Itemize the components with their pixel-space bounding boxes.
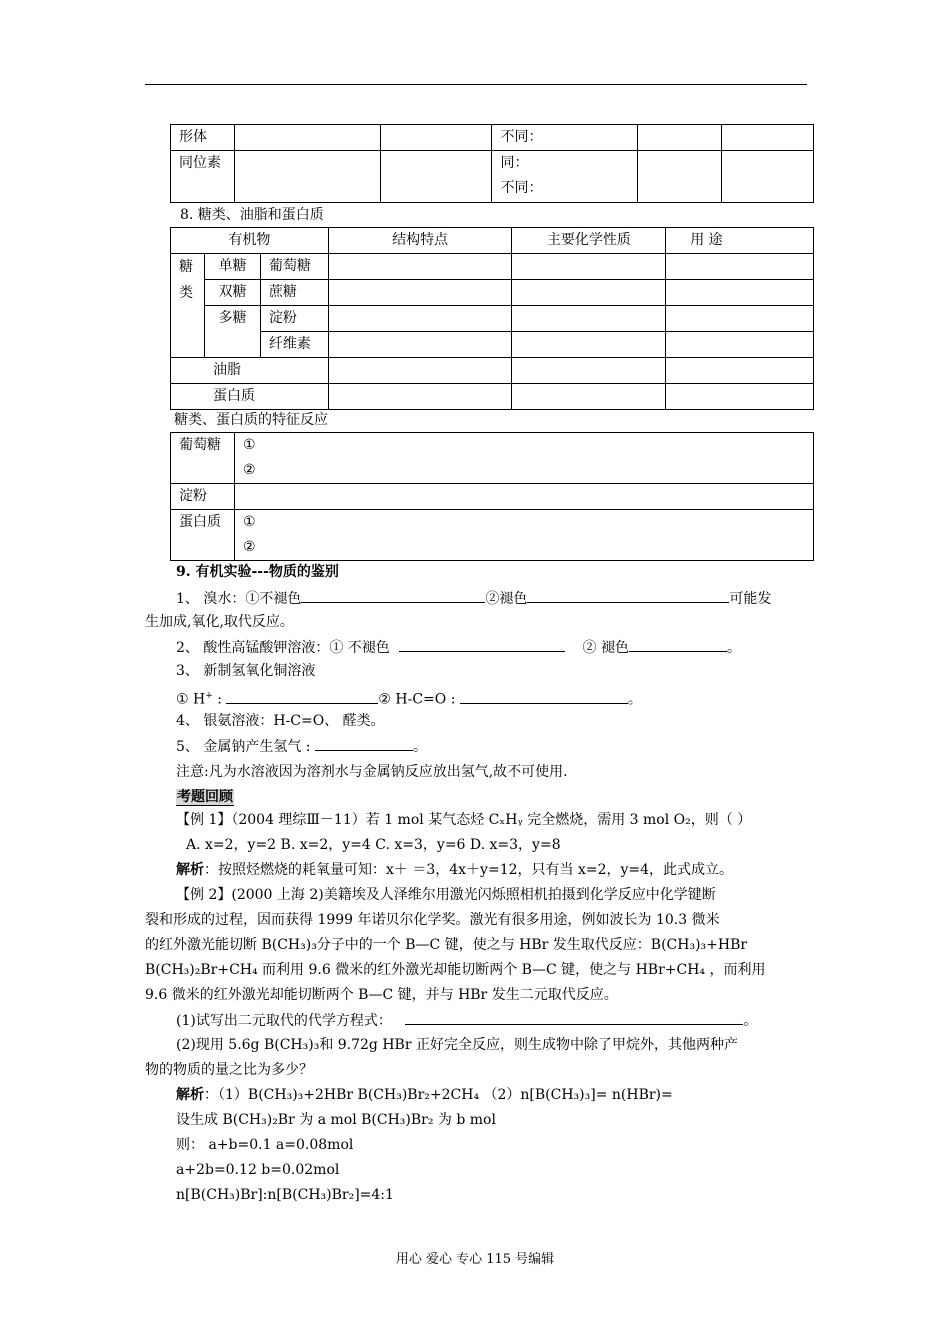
example-1: 【例 1】（2004 理综Ⅲ－11）若 1 mol 某气态烃 CₓHᵧ 完全燃烧，需用 3 mol O₂，则（ ）: [176, 812, 752, 828]
protein-label: 蛋白质: [171, 510, 235, 561]
category: 双糖: [204, 280, 260, 306]
answer-line-4: a+2b=0.12 b=0.02mol: [176, 1162, 340, 1178]
isotope-table: [170, 124, 814, 203]
answer-line-1: 解析：（1）B(CH₃)₃+2HBr B(CH₃)Br₂+2CH₄ （2）n[B(CH₃)₃]= n(HBr)=: [176, 1087, 673, 1103]
sugar-label: 糖 类: [171, 254, 205, 358]
category: 单糖: [204, 254, 260, 280]
example-2-line-5: 9.6 微米的红外激光却能切断两个 B—C 键，并与 HBr 发生二元取代反应。: [145, 987, 618, 1003]
answer-line-2: 设生成 B(CH₃)₂Br 为 a mol B(CH₃)Br₂ 为 b mol: [176, 1112, 496, 1128]
answer-line-5: n[B(CH₃)Br]:n[B(CH₃)Br₂]=4:1: [176, 1187, 394, 1203]
header-usage: 用 途: [666, 228, 814, 254]
compound: 葡萄糖: [260, 254, 328, 280]
question-2-line-2: 物的物质的量之比为多少？: [145, 1062, 313, 1078]
review-heading: 考题回顾: [177, 789, 233, 805]
bromine-line: 1、 溴水：①不褪色 ②褪色 可能发: [176, 588, 771, 609]
row-label: 形体: [171, 125, 235, 151]
example-1-options: A. x=2，y=2 B. x=2，y=4 C. x=3，y=6 D. x=3，y=8: [186, 837, 561, 853]
row-label: 同位素: [171, 151, 235, 203]
fat-label: 油脂: [171, 358, 329, 384]
category: 多糖: [204, 306, 260, 358]
diff-cell: 不同：: [492, 125, 638, 151]
bromine-line-2: 生加成,氧化,取代反应。: [145, 614, 294, 630]
example-2-line-3: 的红外激光能切断 B(CH₃)₃分子中的一个 B—C 键，使之与 HBr 发生取代反应：B(CH₃)₃+HBr: [145, 937, 748, 953]
header-organic: 有机物: [171, 228, 329, 254]
header-rule: [145, 84, 807, 85]
reactions-title: 糖类、蛋白质的特征反应: [174, 412, 328, 428]
question-1: (1)试写出二元取代的代学方程式： 。: [176, 1010, 757, 1031]
compound: 淀粉: [260, 306, 328, 332]
starch-label: 淀粉: [171, 484, 235, 510]
protein-reactions: ① ②: [234, 510, 813, 561]
header-structure: 结构特点: [328, 228, 512, 254]
example-2-line-1: 【例 2】(2000 上海 2)美籍埃及人泽维尔用激光闪烁照相机拍摄到化学反应中化学键断: [176, 887, 716, 903]
page-footer: 用心 爱心 专心 115 号编辑: [395, 1252, 555, 1267]
cuoh2-detail: ① H+ : ② H-C=O : 。: [176, 686, 642, 710]
organic-table: [170, 227, 814, 410]
compound: 纤维素: [260, 332, 328, 358]
section-9-title: 9. 有机实验---物质的鉴别: [176, 564, 339, 580]
compound: 蔗糖: [260, 280, 328, 306]
silver-line: 4、 银氨溶液：H-C=O、 醛类。: [176, 713, 385, 729]
question-2-line-1: (2)现用 5.6g B(CH₃)₃和 9.72g HBr 正好完全反应，则生成物中除了甲烷外，其他两种产: [176, 1037, 738, 1053]
example-2-line-4: B(CH₃)₂Br+CH₄ 而利用 9.6 微米的红外激光却能切断两个 B—C 键，使之与 HBr+CH₄ ，而利用: [145, 962, 766, 978]
cuoh2-line: 3、 新制氢氧化铜溶液: [176, 663, 316, 679]
glucose-label: 葡萄糖: [171, 433, 235, 484]
kmno4-line: 2、 酸性高锰酸钾溶液：① 不褪色 ② 褪色 。: [176, 637, 741, 658]
note: 注意:凡为水溶液因为溶剂水与金属钠反应放出氢气,故不可使用.: [176, 764, 568, 780]
example-1-answer: 解析：按照烃燃烧的耗氧量可知：x＋ ＝3，4x＋y=12，只有当 x=2，y=4，此式成立。: [176, 862, 734, 878]
protein-label: 蛋白质: [171, 384, 329, 410]
same-diff-cell: 同： 不同：: [492, 151, 638, 203]
example-2-line-2: 裂和形成的过程，因而获得 1999 年诺贝尔化学奖。激光有很多用途，例如波长为 10.3 微米: [145, 912, 720, 928]
header-properties: 主要化学性质: [512, 228, 666, 254]
sodium-line: 5、 金属钠产生氢气 : 。: [176, 736, 427, 757]
reactions-table: [170, 432, 814, 561]
answer-line-3: 则： a+b=0.1 a=0.08mol: [176, 1137, 354, 1153]
glucose-reactions: ① ②: [234, 433, 813, 484]
section-8-title: 8. 糖类、油脂和蛋白质: [180, 207, 324, 223]
